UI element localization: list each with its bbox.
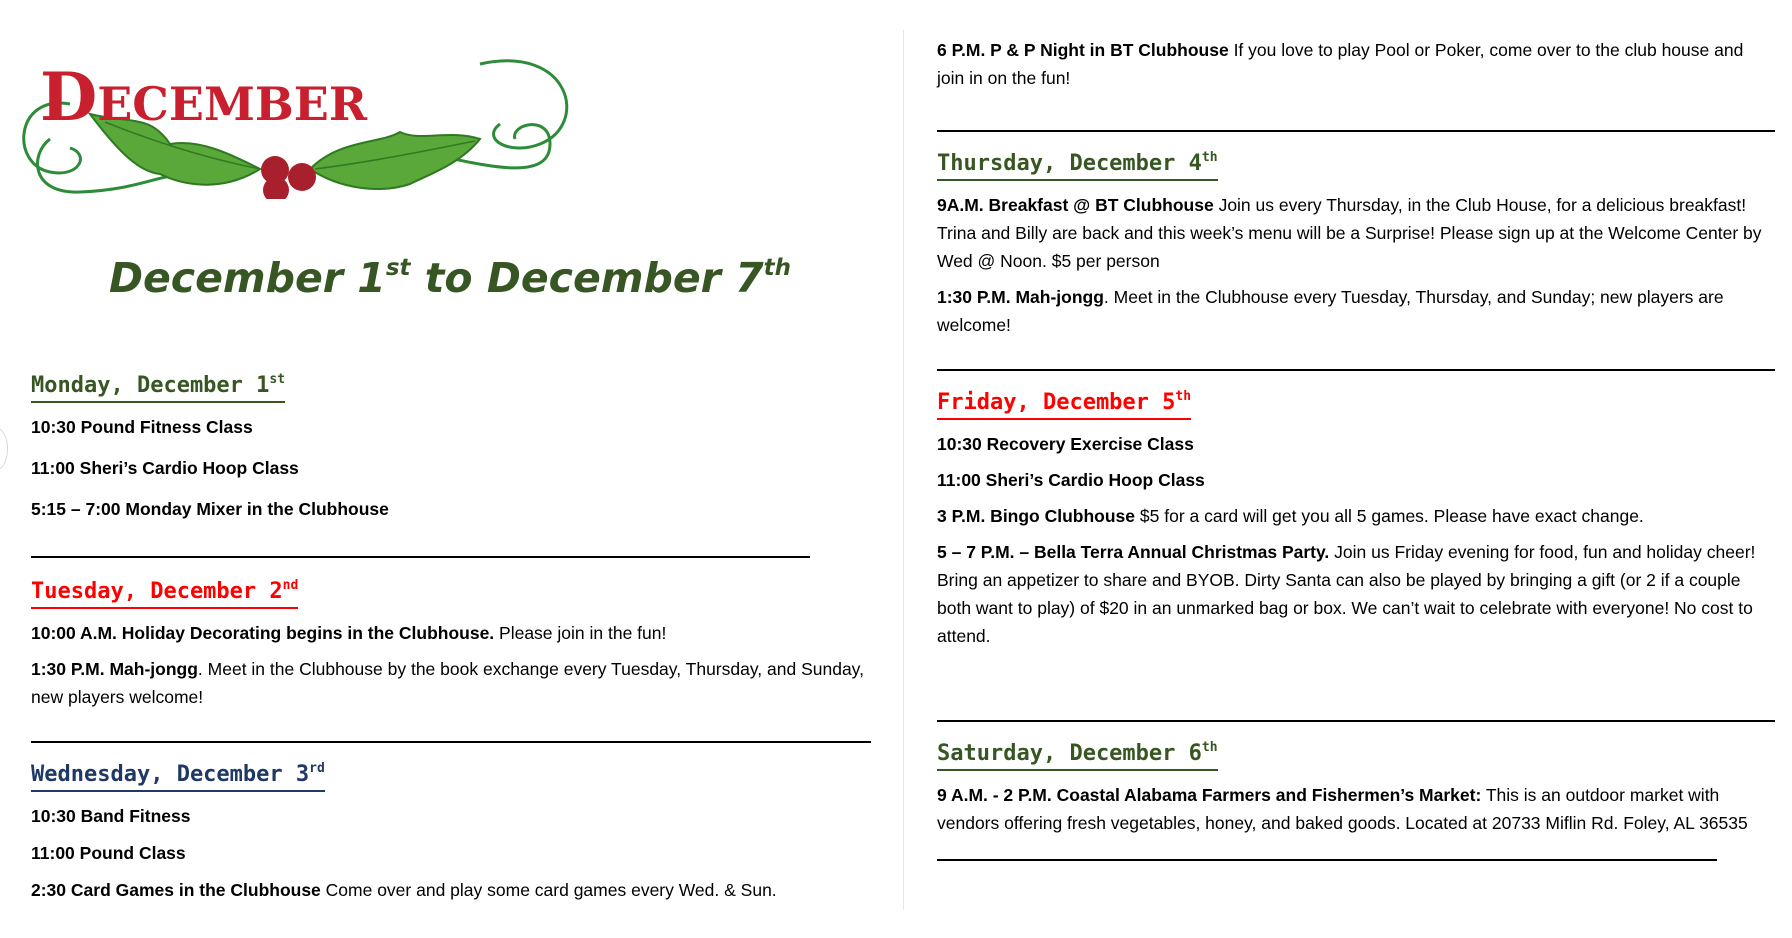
day-heading-thursday bbox=[937, 144, 1218, 181]
holly-swirl-icon bbox=[10, 44, 580, 199]
event-title: 5:15 – 7:00 Monday Mixer in the Clubhouse bbox=[31, 499, 389, 519]
event-title: 10:30 Band Fitness bbox=[31, 806, 191, 826]
section-divider bbox=[31, 556, 810, 558]
event-item bbox=[31, 802, 871, 830]
event-title: 11:00 Sheri’s Cardio Hoop Class bbox=[31, 458, 299, 478]
event-description: $5 for a card will get you all 5 games. Please have exact change. bbox=[1135, 506, 1644, 526]
day-heading-wednesday bbox=[31, 755, 325, 792]
range-title-sup2: th bbox=[763, 255, 792, 281]
event-title: 3 P.M. Bingo Clubhouse bbox=[937, 506, 1136, 526]
left-column bbox=[31, 366, 871, 912]
day-heading-friday bbox=[937, 383, 1191, 420]
day-title-sup: nd bbox=[282, 578, 299, 593]
event-item bbox=[31, 655, 871, 711]
day-title-sup: th bbox=[1201, 740, 1218, 755]
column-divider bbox=[903, 30, 904, 910]
right-column bbox=[937, 36, 1775, 861]
event-item bbox=[31, 454, 871, 482]
event-description: This is an outdoor market with vendors offering fresh vegetables, honey, and baked goods. Located at 20733 Miflin Rd. Foley, AL 36535 bbox=[937, 785, 1748, 833]
day-title: Saturday, December 6 bbox=[937, 741, 1202, 766]
day-wednesday bbox=[31, 755, 871, 904]
event-item bbox=[31, 619, 871, 647]
day-title: Wednesday, December 3 bbox=[31, 762, 310, 787]
section-divider bbox=[937, 130, 1775, 132]
day-tuesday bbox=[31, 572, 871, 711]
event-title: 11:00 Sheri’s Cardio Hoop Class bbox=[937, 470, 1205, 490]
event-description: Join us Friday evening for food, fun and holiday cheer! Bring an appetizer to share and BYOB. Dirty Santa can also be played by bringing a gift (or 2 if a couple both want to play) of $20 in an unmarked bag or box. We can’t wait to celebrate with everyone! No cost to attend. bbox=[937, 542, 1756, 646]
event-item bbox=[31, 839, 871, 867]
banner-word: December bbox=[40, 58, 368, 136]
event-item bbox=[31, 413, 871, 441]
day-title: Friday, December 5 bbox=[937, 390, 1176, 415]
range-title-part1: December 1 bbox=[108, 254, 386, 302]
section-divider bbox=[937, 369, 1775, 371]
section-divider bbox=[937, 720, 1775, 722]
event-item bbox=[937, 430, 1775, 458]
event-description: If you love to play Pool or Poker, come over to the club house and join in on the fun! bbox=[937, 40, 1744, 88]
scroll-edge-handle[interactable] bbox=[0, 428, 8, 470]
event-title: 9A.M. Breakfast @ BT Clubhouse bbox=[937, 195, 1214, 215]
event-description: Join us every Thursday, in the Club House, for a delicious breakfast! Trina and Billy are back and this week’s menu will be a Surprise! Please sign up at the Welcome Center by Wed @ Noon. $5 per person bbox=[937, 195, 1762, 271]
event-item bbox=[937, 283, 1775, 339]
event-item-continued bbox=[937, 36, 1775, 92]
event-item bbox=[937, 466, 1775, 494]
event-item bbox=[31, 495, 871, 523]
day-friday bbox=[937, 383, 1775, 650]
day-heading-tuesday bbox=[31, 572, 298, 609]
event-title: 10:00 A.M. Holiday Decorating begins in the Clubhouse. bbox=[31, 623, 495, 643]
event-title: 2:30 Card Games in the Clubhouse bbox=[31, 880, 321, 900]
section-divider bbox=[937, 859, 1717, 861]
event-description: . Meet in the Clubhouse every Tuesday, Thursday, and Sunday; new players are welcome! bbox=[937, 287, 1724, 335]
day-title: Thursday, December 4 bbox=[937, 151, 1202, 176]
berry-icon bbox=[288, 163, 316, 191]
december-banner-logo bbox=[10, 44, 580, 199]
event-title: 10:30 Recovery Exercise Class bbox=[937, 434, 1194, 454]
week-range-title bbox=[0, 254, 900, 302]
range-title-part2: to December 7 bbox=[410, 254, 764, 302]
event-item bbox=[937, 538, 1775, 650]
day-heading-saturday bbox=[937, 734, 1218, 771]
event-title: 6 P.M. P & P Night in BT Clubhouse bbox=[937, 40, 1229, 60]
section-divider bbox=[31, 741, 871, 743]
day-title-sup: rd bbox=[309, 761, 325, 776]
day-heading-monday bbox=[31, 366, 285, 403]
event-title: 1:30 P.M. Mah-jongg bbox=[31, 659, 198, 679]
day-saturday bbox=[937, 734, 1775, 837]
range-title-sup1: st bbox=[385, 255, 411, 281]
event-title: 10:30 Pound Fitness Class bbox=[31, 417, 253, 437]
event-item bbox=[937, 191, 1775, 275]
day-title: Monday, December 1 bbox=[31, 373, 270, 398]
event-title: 9 A.M. - 2 P.M. Coastal Alabama Farmers and Fishermen’s Market: bbox=[937, 785, 1482, 805]
day-thursday bbox=[937, 144, 1775, 339]
event-item bbox=[31, 876, 871, 904]
event-description: Please join in the fun! bbox=[494, 623, 667, 643]
event-title: 11:00 Pound Class bbox=[31, 843, 186, 863]
event-item bbox=[937, 502, 1775, 530]
event-title: 1:30 P.M. Mah-jongg bbox=[937, 287, 1104, 307]
event-title: 5 – 7 P.M. – Bella Terra Annual Christmas Party. bbox=[937, 542, 1330, 562]
day-monday bbox=[31, 366, 871, 523]
day-title-sup: st bbox=[269, 372, 286, 387]
day-title-sup: th bbox=[1201, 150, 1218, 165]
day-title: Tuesday, December 2 bbox=[31, 579, 283, 604]
event-item bbox=[937, 781, 1775, 837]
day-title-sup: th bbox=[1175, 389, 1192, 404]
event-description: . Meet in the Clubhouse by the book exchange every Tuesday, Thursday, and Sunday, new players welcome! bbox=[31, 659, 864, 707]
event-description: Come over and play some card games every Wed. & Sun. bbox=[320, 880, 777, 900]
